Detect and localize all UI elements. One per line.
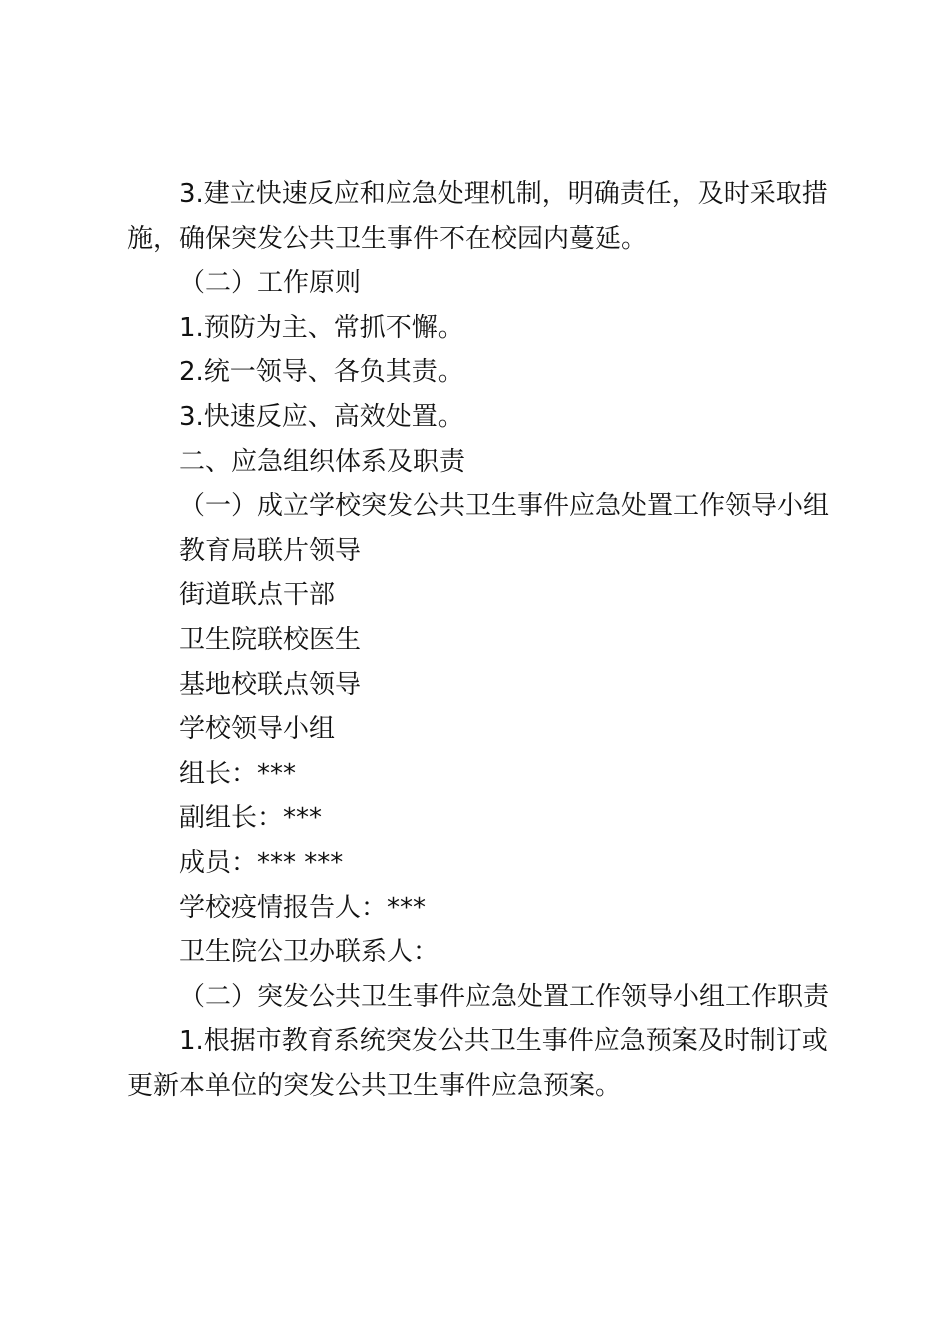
organization-line: 学校领导小组: [179, 714, 336, 745]
organization-line: 街道联点干部: [179, 580, 336, 611]
paragraph-line: 更新本单位的突发公共卫生事件应急预案。: [127, 1070, 622, 1101]
member-line: 成员：*** ***: [179, 847, 344, 878]
subsection-heading: （二）突发公共卫生事件应急处置工作领导小组工作职责: [179, 981, 830, 1012]
paragraph-line: 1.根据市教育系统突发公共卫生事件应急预案及时制订或: [179, 1026, 828, 1057]
subsection-heading: （一）成立学校突发公共卫生事件应急处置工作领导小组: [179, 491, 830, 522]
organization-line: 基地校联点领导: [179, 669, 362, 700]
section-heading: 二、应急组织体系及职责: [179, 446, 466, 477]
member-line: 学校疫情报告人：***: [179, 892, 427, 923]
principle-item: 3.快速反应、高效处置。: [179, 401, 464, 432]
principle-item: 2.统一领导、各负其责。: [179, 357, 464, 388]
document-body: [127, 172, 830, 1108]
section-heading: （二）工作原则: [179, 268, 362, 299]
principle-item: 1.预防为主、常抓不懈。: [179, 312, 464, 343]
organization-line: 卫生院联校医生: [179, 624, 362, 655]
member-line: 卫生院公卫办联系人：: [179, 937, 440, 968]
paragraph-line: 施，确保突发公共卫生事件不在校园内蔓延。: [127, 223, 648, 254]
paragraph-line: 3.建立快速反应和应急处理机制，明确责任，及时采取措: [179, 179, 828, 209]
member-line: 副组长：***: [179, 803, 323, 834]
organization-line: 教育局联片领导: [179, 535, 362, 566]
member-line: 组长：***: [179, 758, 297, 789]
